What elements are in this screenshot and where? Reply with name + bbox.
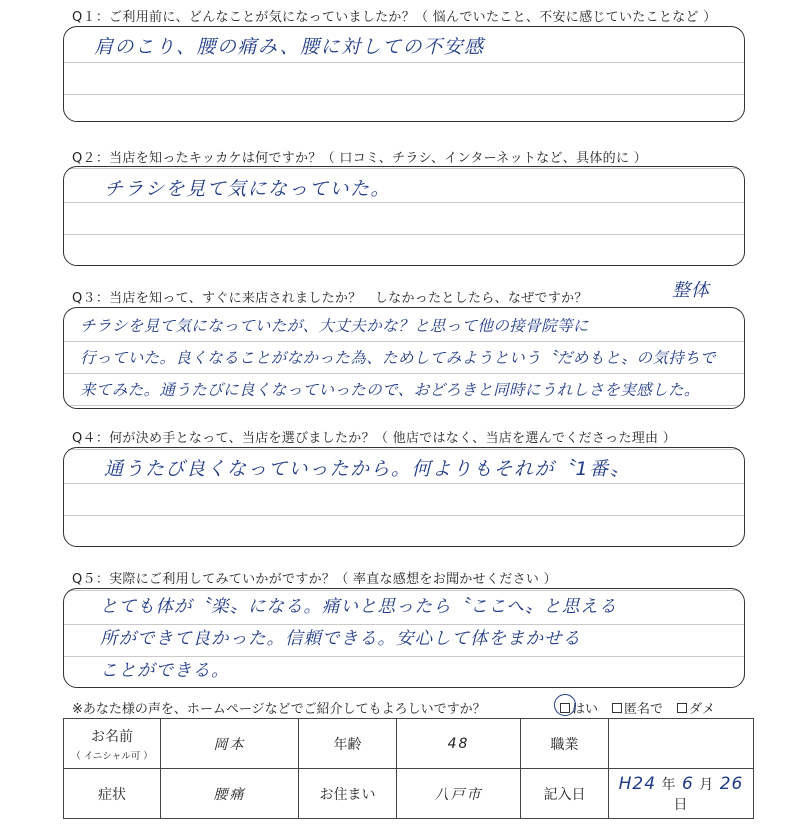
consent-option-label: ダメ — [689, 702, 716, 717]
date-month-unit: 月 — [699, 776, 715, 793]
q2-answer: チラシを見て気になっていた。 — [104, 178, 392, 200]
checkbox-icon[interactable] — [677, 703, 687, 713]
date-year: H24 — [618, 773, 657, 794]
consent-options — [560, 698, 715, 717]
consent-option-anonymous[interactable] — [612, 698, 663, 717]
q4-answer: 通うたび良くなっていったから。何よりもそれが〝1番〟 — [104, 458, 631, 480]
customer-info-table — [63, 718, 754, 819]
q5-answer: とても体が〝楽〟になる。痛いと思ったら〝ここへ〟と思える 所ができて良かった。信頼できる。安心して体をまかせる ことができる。 — [100, 597, 618, 681]
consent-option-label: はい — [572, 702, 599, 717]
symptom-value[interactable]: 腰痛 — [161, 769, 299, 819]
name-label-cell — [64, 719, 161, 769]
consent-option-no[interactable] — [677, 698, 715, 717]
date-month: 6 — [681, 773, 694, 794]
date-year-unit: 年 — [661, 776, 677, 793]
q5-title: Q５：実際にご利用してみていかがですか？（ 率直な感想をお聞かせください ） — [72, 572, 557, 587]
q4-title: Q４：何が決め手となって、当店を選びましたか？（ 他店ではなく、当店を選んでくださった理由 ） — [72, 431, 677, 446]
q3-title: Q３：当店を知って、すぐに来店されましたか？ しなかったとしたら、なぜですか？ — [72, 291, 588, 306]
age-label: 年齢 — [299, 719, 397, 769]
name-label: お名前 — [91, 728, 133, 745]
address-value[interactable]: 八戸市 — [397, 769, 521, 819]
consent-option-label: 匿名で — [624, 702, 664, 717]
q1-answer-box[interactable] — [63, 26, 745, 122]
date-day-unit: 日 — [673, 796, 689, 813]
q5-answer-box[interactable] — [63, 588, 745, 688]
job-value[interactable] — [609, 719, 754, 769]
q2-answer-box[interactable] — [63, 166, 745, 266]
q4-answer-box[interactable] — [63, 447, 745, 547]
consent-question: ※あなた様の声を、ホームページなどでご紹介してもよろしいですか？ — [72, 702, 486, 717]
q1-answer: 肩のこり、腰の痛み、腰に対しての不安感 — [94, 36, 485, 58]
age-value[interactable]: 48 — [397, 719, 521, 769]
consent-option-yes[interactable] — [560, 698, 598, 717]
q1-title: Q１：ご利用前に、どんなことが気になっていましたか？（ 悩んでいたこと、不安に感じていたことなど ） — [72, 10, 717, 25]
checkbox-icon[interactable] — [612, 703, 622, 713]
info-row — [64, 769, 754, 819]
job-label: 職業 — [521, 719, 609, 769]
info-row — [64, 719, 754, 769]
q2-title: Q２：当店を知ったキッカケは何ですか？（ 口コミ、チラシ、インターネットなど、具体的に ） — [72, 151, 648, 166]
symptom-label: 症状 — [64, 769, 161, 819]
selected-circle-mark — [554, 694, 576, 716]
date-value[interactable] — [609, 769, 754, 819]
q3-answer: チラシを見て気になっていたが、大丈夫かな？と思って他の接骨院等に 行っていた。良くなることがなかった為、ためしてみようという〝だめもと〟の気持ちで 来てみた。通うたびに良くなっていったので、おどろきと同時にうれしさを実感した。 — [80, 317, 716, 399]
q3-annotation: 整体 — [672, 280, 710, 301]
name-sub-label: （ イニシャル可 ） — [71, 750, 153, 762]
q3-answer-box[interactable] — [63, 307, 745, 409]
address-label: お住まい — [299, 769, 397, 819]
date-label: 記入日 — [521, 769, 609, 819]
name-value[interactable]: 岡本 — [161, 719, 299, 769]
date-day: 26 — [719, 773, 744, 794]
